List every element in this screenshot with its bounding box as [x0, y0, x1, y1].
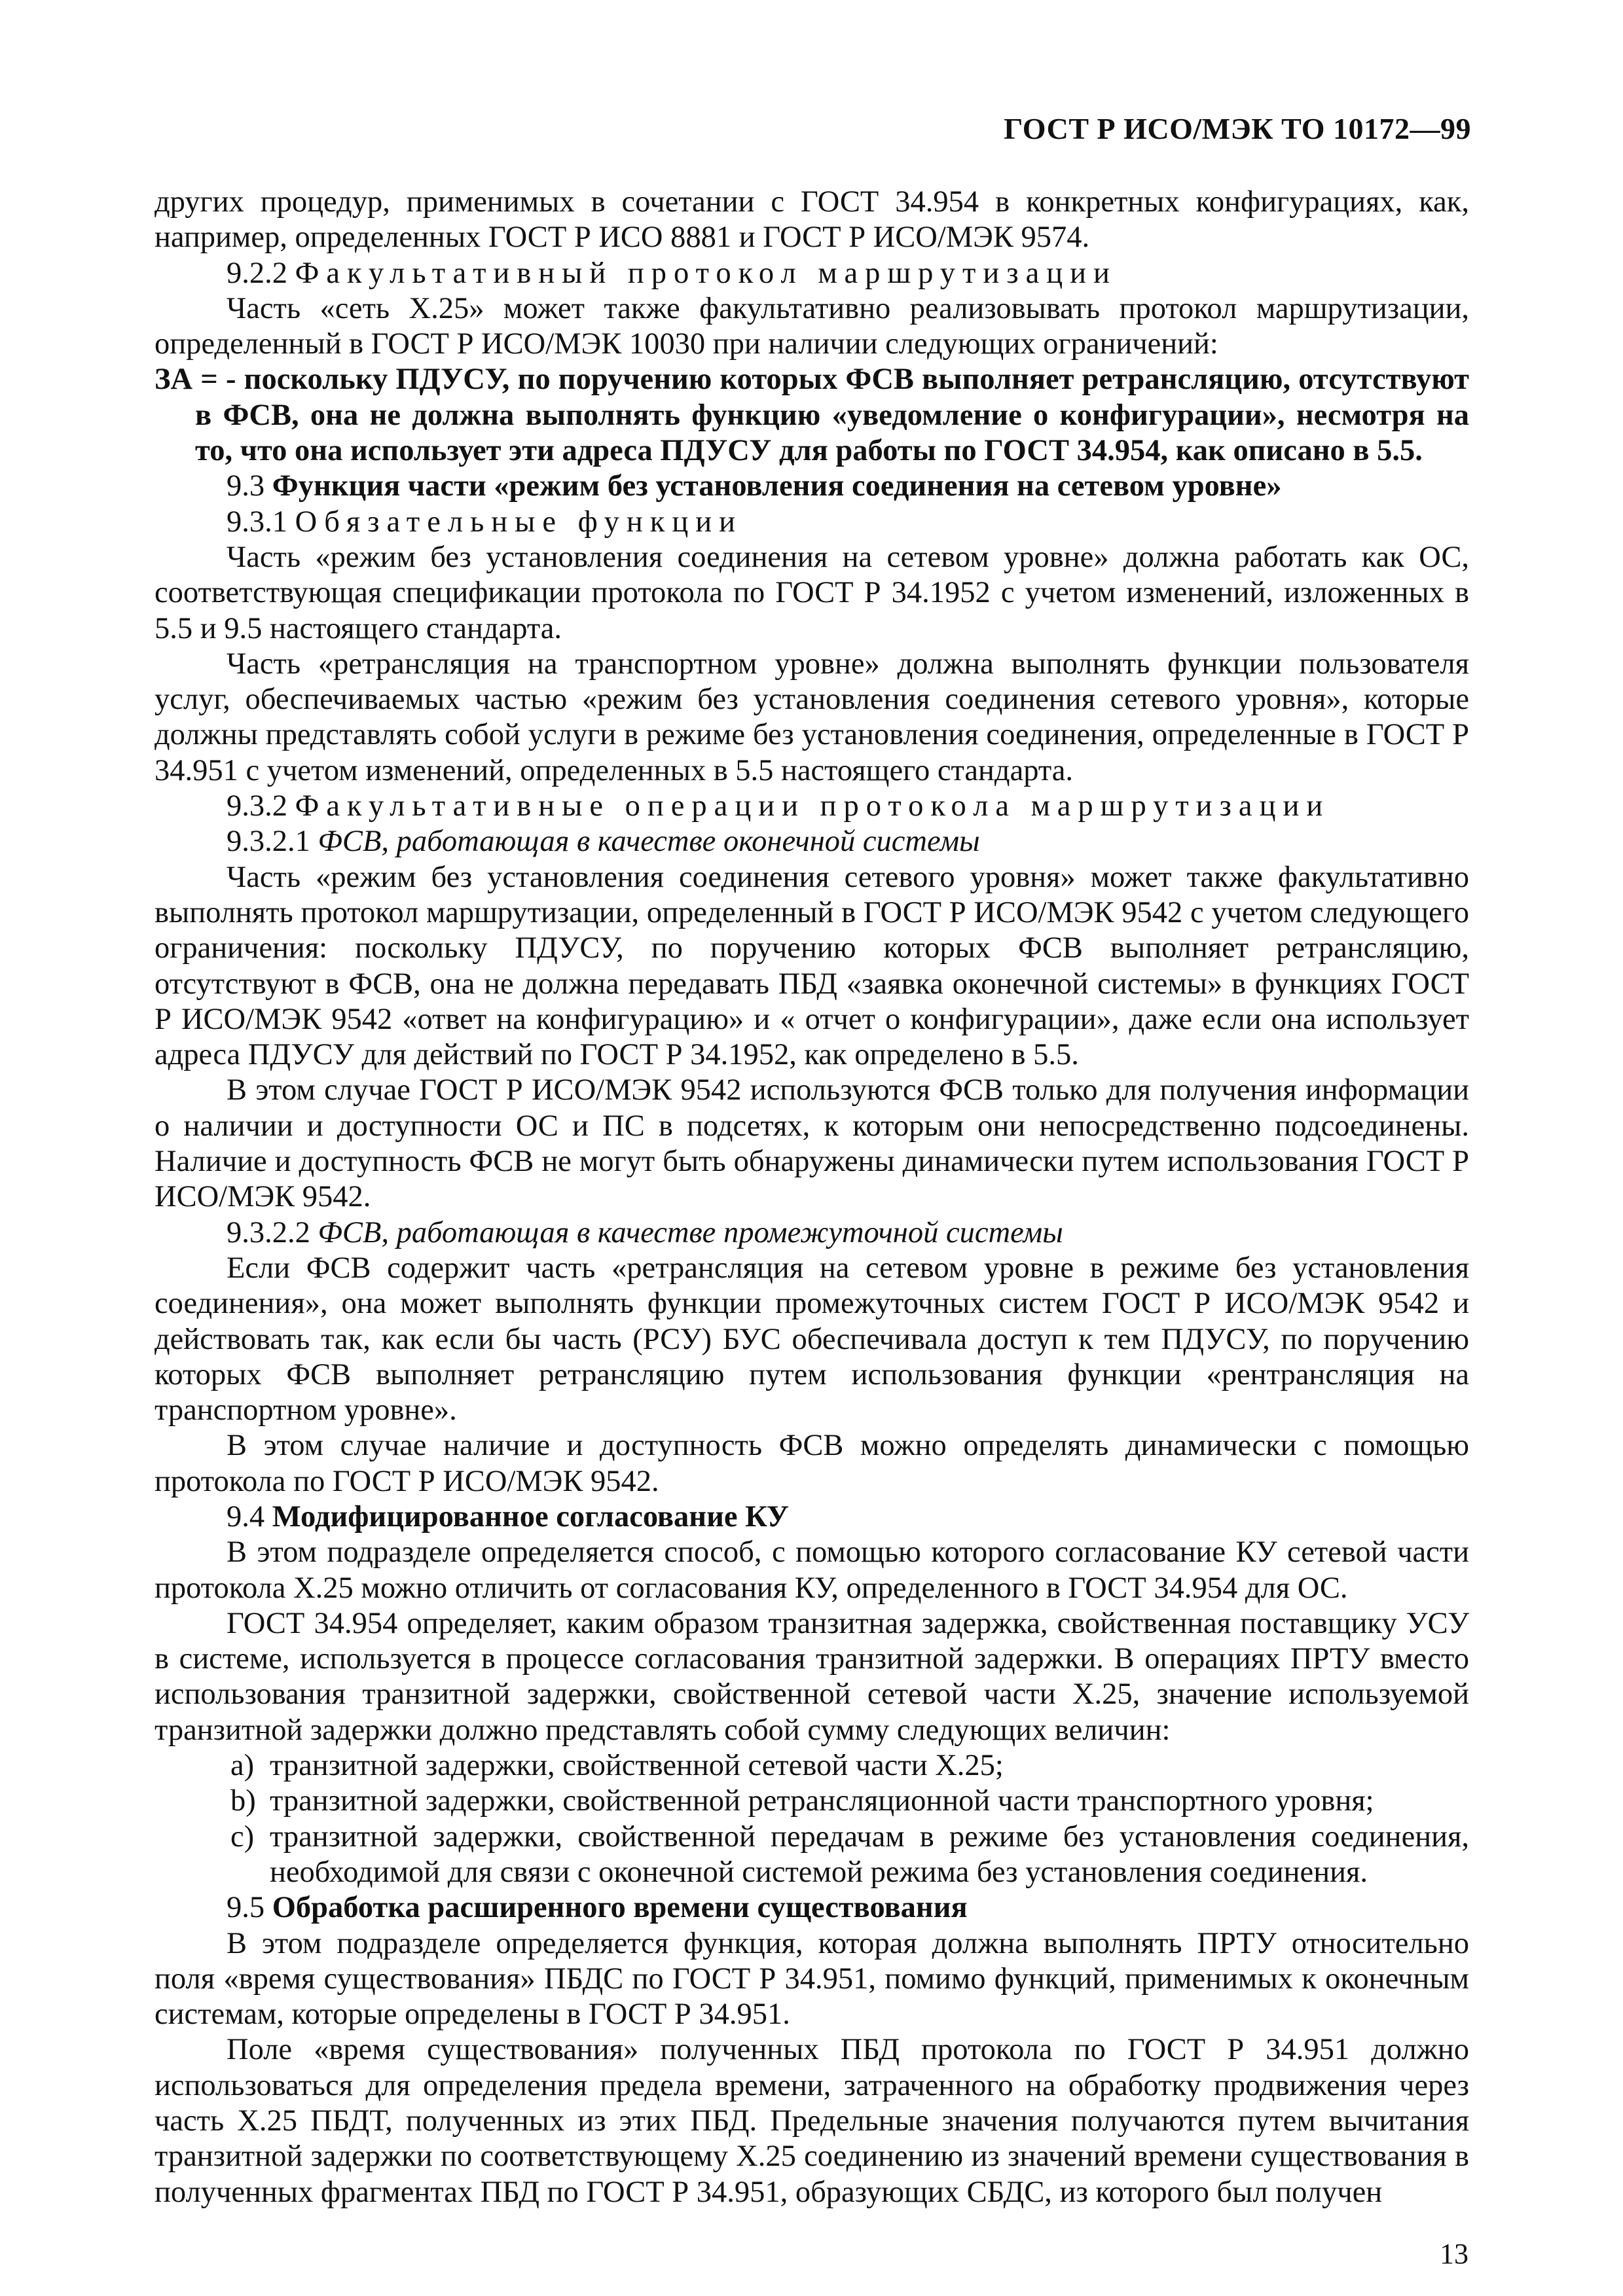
paragraph: Часть «сеть X.25» может также факультативно реализовывать протокол маршрутизации, определенный в ГОСТ Р ИСО/МЭК 10030 при наличии следующих ограничений: — [155, 291, 1469, 361]
section-heading: 9.3.2.1 ФСВ, работающая в качестве оконечной системы — [227, 825, 980, 859]
page-header: ГОСТ Р ИСО/МЭК ТО 10172—99 — [1004, 112, 1471, 145]
paragraph: В этом подразделе определяется способ, с помощью которого согласование КУ сетевой части протокола X.25 можно отличить от согласования КУ, определенного в ГОСТ 34.954 для ОС. — [155, 1535, 1469, 1605]
paragraph: Если ФСВ содержит часть «ретрансляция на сетевом уровне в режиме без установления соединения», она может выполнять функции промежуточных систем ГОСТ Р ИСО/МЭК 9542 и действовать так, как если бы часть (РСУ) БУС обеспечивала доступ к тем ПДУСУ, по поручению которых ФСВ выполняет ретрансляцию путем использования функции «рентрансляция на транспортном уровне». — [155, 1251, 1469, 1427]
paragraph: В этом подразделе определяется функция, которая должна выполнять ПРТУ относительно поля «время существования» ПБДС по ГОСТ Р 34.951, помимо функций, применимых к оконечным системам, которые определены в ГОСТ Р 34.951. — [155, 1926, 1469, 2032]
list-item: c) транзитной задержки, свойственной передачам в режиме без установления соединения, необходимой для связи с оконечной системой режима без установления соединения. — [230, 1820, 1469, 1889]
section-heading: 9.4 Модифицированное согласование КУ — [227, 1499, 790, 1534]
paragraph: Часть «режим без установления соединения на сетевом уровне» должна работать как ОС, соответствующая спецификации протокола по ГОСТ Р 34.1952 с учетом изменений, изложенных в 5.5 и 9.5 настоящего стандарта. — [155, 540, 1469, 645]
section-heading: 9.3.2 Факультативные операции протокола маршрутизации — [227, 789, 1330, 823]
paragraph: других процедур, применимых в сочетании с ГОСТ 34.954 в конкретных конфигурациях, как, например, определенных ГОСТ Р ИСО 8881 и ГОСТ Р ИСО/МЭК 9574. — [155, 185, 1469, 255]
paragraph: Поле «время существования» полученных ПБД протокола по ГОСТ Р 34.951 должно использоваться для определения предела времени, затраченного на обработку продвижения через часть X.25 ПБДТ, полученных из этих ПБД. Предельные значения получаются путем вычитания транзитной задержки по соответствующему X.25 соединению из значений времени существования в полученных фрагментах ПБД по ГОСТ Р 34.951, образующих СБДС, из которого был получен — [155, 2033, 1469, 2209]
amendment-note: ЗА = - поскольку ПДУСУ, по поручению которых ФСВ выполняет ретрансляцию, отсутствуют в ФСВ, она не должна выполнять функцию «уведомление о конфигурации», несмотря на то, что она использует эти адреса ПДУСУ для работы по ГОСТ 34.954, как описано в 5.5. — [155, 363, 1470, 468]
page-body — [155, 185, 1469, 2210]
list-item: a) транзитной задержки, свойственной сетевой части X.25; — [230, 1749, 1004, 1783]
paragraph: Часть «режим без установления соединения сетевого уровня» может также факультативно выполнять протокол маршрутизации, определенный в ГОСТ Р ИСО/МЭК 9542 с учетом следующего ограничения: поскольку ПДУСУ, по поручению которых ФСВ выполняет ретрансляцию, отсутствуют в ФСВ, она не должна передавать ПБД «заявка оконечной системы» в функциях ГОСТ Р ИСО/МЭК 9542 «ответ на конфигурацию» и « отчет о конфигурации», даже если она использует адреса ПДУСУ для действий по ГОСТ Р 34.1952, как определено в 5.5. — [155, 860, 1469, 1072]
section-heading: 9.3.2.2 ФСВ, работающая в качестве промежуточной системы — [227, 1215, 1063, 1249]
section-heading: 9.3 Функция части «режим без установления соединения на сетевом уровне» — [227, 469, 1282, 503]
section-heading: 9.2.2 Факультативный протокол маршрутизации — [227, 256, 1117, 290]
paragraph: В этом случае наличие и доступность ФСВ можно определять динамически с помощью протокола по ГОСТ Р ИСО/МЭК 9542. — [155, 1429, 1469, 1498]
section-heading: 9.3.1 Обязательные функции — [227, 505, 743, 539]
section-heading: 9.5 Обработка расширенного времени существования — [227, 1891, 968, 1925]
paragraph: ГОСТ 34.954 определяет, каким образом транзитная задержка, свойственная поставщику УСУ в системе, используется в процессе согласования транзитной задержки. В операциях ПРТУ вместо использования транзитной задержки, свойственной сетевой части X.25, значение используемой транзитной задержки должно представлять собой сумму следующих величин: — [155, 1606, 1469, 1747]
paragraph: В этом случае ГОСТ Р ИСО/МЭК 9542 используются ФСВ только для получения информации о наличии и доступности ОС и ПС в подсетях, к которым они непосредственно подсоединены. Наличие и доступность ФСВ не могут быть обнаружены динамически путем использования ГОСТ Р ИСО/МЭК 9542. — [155, 1073, 1469, 1214]
list-item: b) транзитной задержки, свойственной ретрансляционной части транспортного уровня; — [230, 1784, 1374, 1818]
page-number: 13 — [1440, 2238, 1468, 2270]
paragraph: Часть «ретрансляция на транспортном уровне» должна выполнять функции пользователя услуг, обеспечиваемых частью «режим без установления соединения сетевого уровня», которые должны представлять собой услуги в режиме без установления соединения, определенные в ГОСТ Р 34.951 с учетом изменений, определенных в 5.5 настоящего стандарта. — [155, 647, 1469, 787]
